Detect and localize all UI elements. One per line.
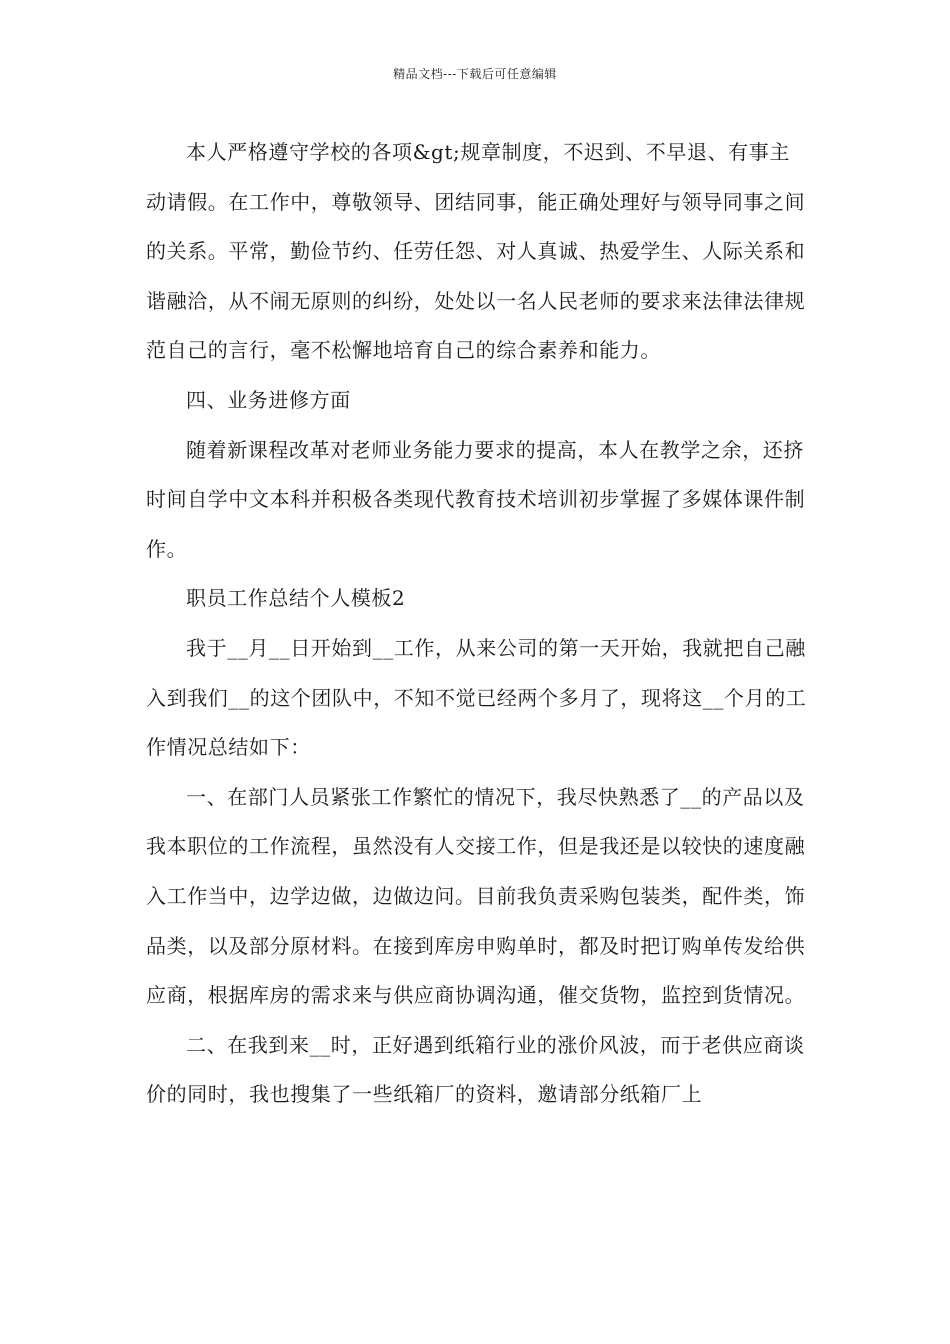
paragraph-point-two: 二、在我到来__时，正好遇到纸箱行业的涨价风波，而于老供应商谈价的同时，我也搜集了一些纸箱厂的资料，邀请部分纸箱厂上 [146, 1032, 805, 1107]
page-header: 精品文档---下载后可任意编辑 [393, 67, 557, 81]
section-title-template-2: 职员工作总结个人模板2 [186, 586, 406, 611]
paragraph-point-one: 一、在部门人员紧张工作繁忙的情况下，我尽快熟悉了__的产品以及我本职位的工作流程，虽然没有人交接工作，但是我还是以较快的速度融入工作当中，边学边做，边做边问。目前我负责采购包装类，配件类，饰品类，以及部分原材料。在接到库房申购单时，都及时把订购单传发给供应商，根据库房的需求来与供应商协调沟通，催交货物，监控到货情况。 [146, 784, 806, 1008]
paragraph-intro: 我于__月__日开始到__工作，从来公司的第一天开始，我就把自己融入到我们__的这个团队中，不知不觉已经两个多月了，现将这__个月的工作情况总结如下： [146, 635, 807, 760]
paragraph-rules: 本人严格遵守学校的各项&gt;规章制度，不迟到、不早退、有事主动请假。在工作中，尊敬领导、团结同事，能正确处理好与领导同事之间的关系。平常，勤俭节约、任劳任怨、对人真诚、热爱学生、人际关系和谐融洽，从不闹无原则的纠纷，处处以一名人民老师的要求来法律法律规范自己的言行，毫不松懈地培育自己的综合素养和能力。 [146, 140, 806, 363]
section-heading-professional-development: 四、业务进修方面 [186, 387, 351, 412]
paragraph-curriculum-reform: 随着新课程改革对老师业务能力要求的提高，本人在教学之余，还挤时间自学中文本科并积极各类现代教育技术培训初步掌握了多媒体课件制作。 [146, 437, 806, 561]
document-body [146, 128, 810, 1120]
